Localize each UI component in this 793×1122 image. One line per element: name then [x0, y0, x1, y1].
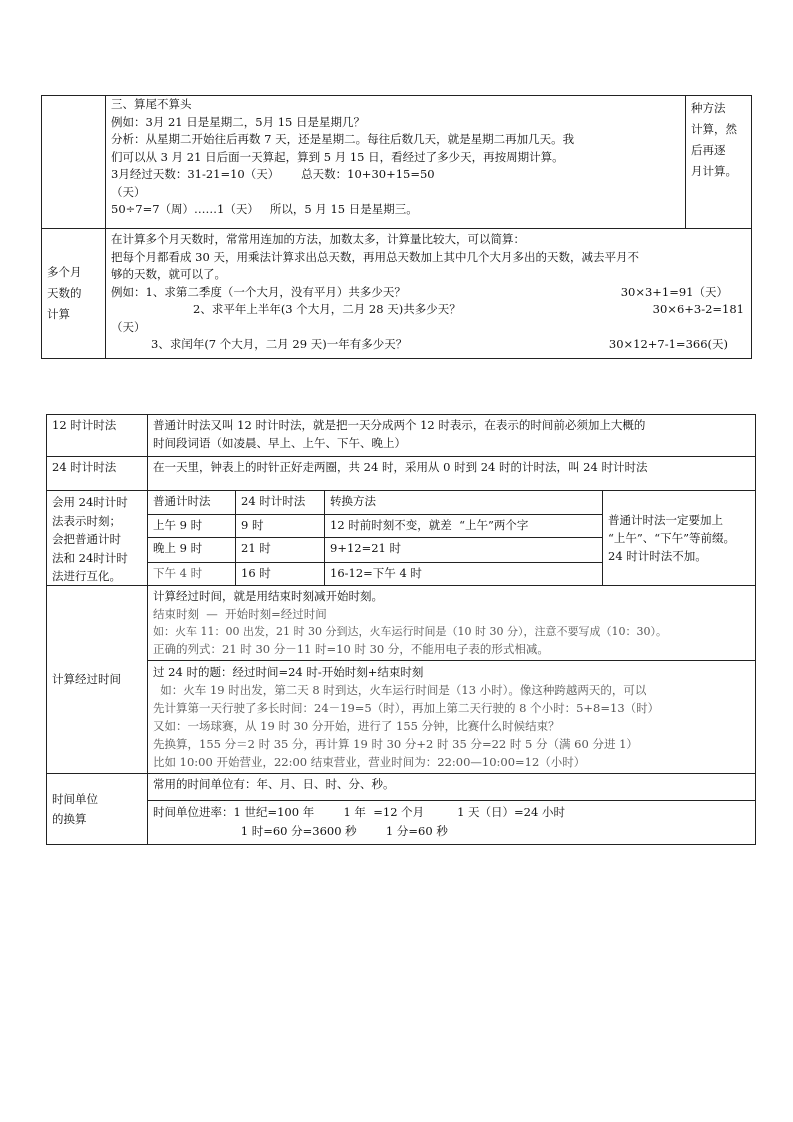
cell: 下午 4 时 — [147, 562, 236, 586]
cell: 9+12=21 时 — [324, 537, 603, 563]
label-line: 法表示时刻； — [52, 513, 121, 528]
label-units — [46, 773, 148, 845]
question: 例如：1、求第二季度（一个大月，没有平月）共多少天？ — [111, 284, 406, 299]
text-line: 如：火车 19 时出发，第二天 8 时到达，火车运行时间是（13 小时）。像这种跨越两天的，可以 — [153, 683, 647, 697]
cell: 晚上 9 时 — [147, 537, 236, 563]
cell: 12 时前时刻不变，就差 “上午”两个字 — [324, 514, 603, 538]
label-line: 的换算 — [52, 812, 87, 826]
text-line: 先换算，155 分＝2 时 35 分，再计算 19 时 30 分+2 时 35 分=22 时 5 分（满 60 分进 1） — [153, 737, 638, 751]
elapsed-basic — [147, 585, 756, 661]
cell: 16 时 — [235, 562, 325, 586]
text-line: 普通计时法一定要加上 — [608, 513, 723, 527]
text-line: 又如：一场球赛，从 19 时 30 分开始，进行了 155 分钟，比赛什么时候结束？ — [153, 719, 560, 733]
text-line: “上午”、“下午”等前缀。 — [608, 531, 736, 545]
example-3 — [111, 336, 746, 354]
header-24h: 24 时计时法 — [235, 490, 325, 515]
elapsed-overnight — [147, 660, 756, 774]
text-line: 正确的列式：21 时 30 分－11 时=10 时 30 分，不能用电子表的形式相减。 — [153, 641, 549, 656]
label-line: 法进行互化。 — [52, 569, 121, 583]
label-line: 法和 24时计时 — [52, 550, 128, 565]
cell: 上午 9 时 — [147, 514, 236, 538]
text-line: 把每个月都看成 30 天，用乘法计算求出总天数，再用总天数加上其中几个大月多出的天数，减去平月不 — [111, 249, 639, 264]
cell: 21 时 — [235, 537, 325, 563]
text-line: 后再逐 — [691, 143, 726, 157]
text-line: 1 时=60 分=3600 秒 1 分=60 秒 — [153, 824, 448, 838]
t1-row1-content — [105, 95, 686, 229]
label-elapsed: 计算经过时间 — [46, 585, 148, 774]
text-line: 分析：从星期二开始往后再数 7 天，还是星期二。每往后数几天，就是星期二再加几天。我 — [111, 132, 575, 146]
text-line: 过 24 时的题：经过时间=24 时-开始时刻+结束时刻 — [153, 665, 424, 679]
t1-side-note — [685, 95, 752, 229]
text-line: 种方法 — [691, 101, 726, 115]
label-line: 会用 24时计时 — [52, 495, 128, 509]
header-12h: 普通计时法 — [147, 490, 236, 515]
label-conversion — [46, 490, 148, 586]
text-line: 时间段词语（如凌晨、早上、上午、下午、晚上） — [153, 435, 406, 450]
label-24h: 24 时计时法 — [46, 456, 148, 491]
text-line: 先计算第一天行驶了多长时间：24－19=5（时），再加上第二天行驶的 8 个小时：5+8=13（时） — [153, 701, 660, 715]
content-12h — [147, 414, 756, 457]
label-line: 计算 — [47, 307, 70, 321]
text-line: 够的天数，就可以了。 — [111, 267, 226, 281]
text-line: 结束时刻 — 开始时刻=经过时间 — [153, 606, 327, 621]
example-2-unit: （天） — [111, 319, 146, 334]
conversion-note — [602, 490, 756, 586]
text-line: 们可以从 3 月 21 日后面一天算起，算到 5 月 15 日，看经过了多少天，再按周期计算。 — [111, 149, 564, 164]
label-line: 会把普通计时 — [52, 532, 121, 546]
example-2 — [111, 301, 746, 319]
header-method: 转换方法 — [324, 490, 603, 515]
text-line: （天） — [111, 184, 146, 199]
text-line: 50÷7=7（周）……1（天） 所以，5 月 15 日是星期三。 — [111, 202, 418, 216]
text-line: 普通计时法又叫 12 时计时法，就是把一天分成两个 12 时表示，在表示的时间前必须加上大概的 — [153, 418, 646, 432]
label-line: 天数的 — [47, 286, 82, 300]
label-12h: 12 时计时法 — [46, 414, 148, 457]
heading: 三、算尾不算头 — [111, 97, 192, 111]
answer: 30×6+3-2=181 — [652, 302, 744, 316]
label-line: 时间单位 — [52, 792, 98, 806]
question: 2、求平年上半年(3 个大月，二月 28 天)共多少天？ — [193, 302, 461, 316]
text-line: 例如：3月 21 日是星期二，5月 15 日是星期几？ — [111, 114, 366, 129]
t1-row2-label — [41, 228, 106, 359]
text-line: 比如 10:00 开始营业，22:00 结束营业，营业时间为：22:00—10:00=12（小时） — [153, 755, 586, 769]
text-line: 月计算。 — [691, 164, 737, 178]
units-rates — [147, 800, 756, 845]
cell: 16-12=下午 4 时 — [324, 562, 603, 586]
text-line: 如：火车 11：00 出发，21 时 30 分到达，火车运行时间是（10 时 30 分），注意不要写成（10：30）。 — [153, 625, 667, 638]
cell: 9 时 — [235, 514, 325, 538]
text-line: 在计算多个月天数时，常常用连加的方法，加数太多，计算量比较大，可以简算： — [111, 232, 525, 246]
text-line: 3月经过天数：31-21=10（天） 总天数：10+30+15=50 — [111, 167, 435, 181]
answer: 30×3+1=91（天） — [620, 284, 728, 299]
answer: 30×12+7-1=366(天) — [608, 337, 728, 351]
units-common: 常用的时间单位有：年、月、日、时、分、秒。 — [147, 773, 756, 801]
content-24h: 在一天里，钟表上的时针正好走两圈，共 24 时，采用从 0 时到 24 时的计时法，叫 24 时计时法 — [147, 456, 756, 491]
text-line: 时间单位进率：1 世纪=100 年 1 年 =12 个月 1 天（日）=24 小时 — [153, 805, 565, 819]
label-line: 多个月 — [47, 265, 82, 279]
example-1 — [111, 284, 746, 302]
text-line: 计算经过时间，就是用结束时刻减开始时刻。 — [153, 589, 383, 603]
t1-empty-label — [41, 95, 106, 229]
text-line: 计算，然 — [691, 122, 737, 136]
question: 3、求闰年(7 个大月，二月 29 天)一年有多少天？ — [151, 337, 408, 351]
t1-row2-content — [105, 228, 752, 359]
text-line: 24 时计时法不加。 — [608, 549, 707, 563]
